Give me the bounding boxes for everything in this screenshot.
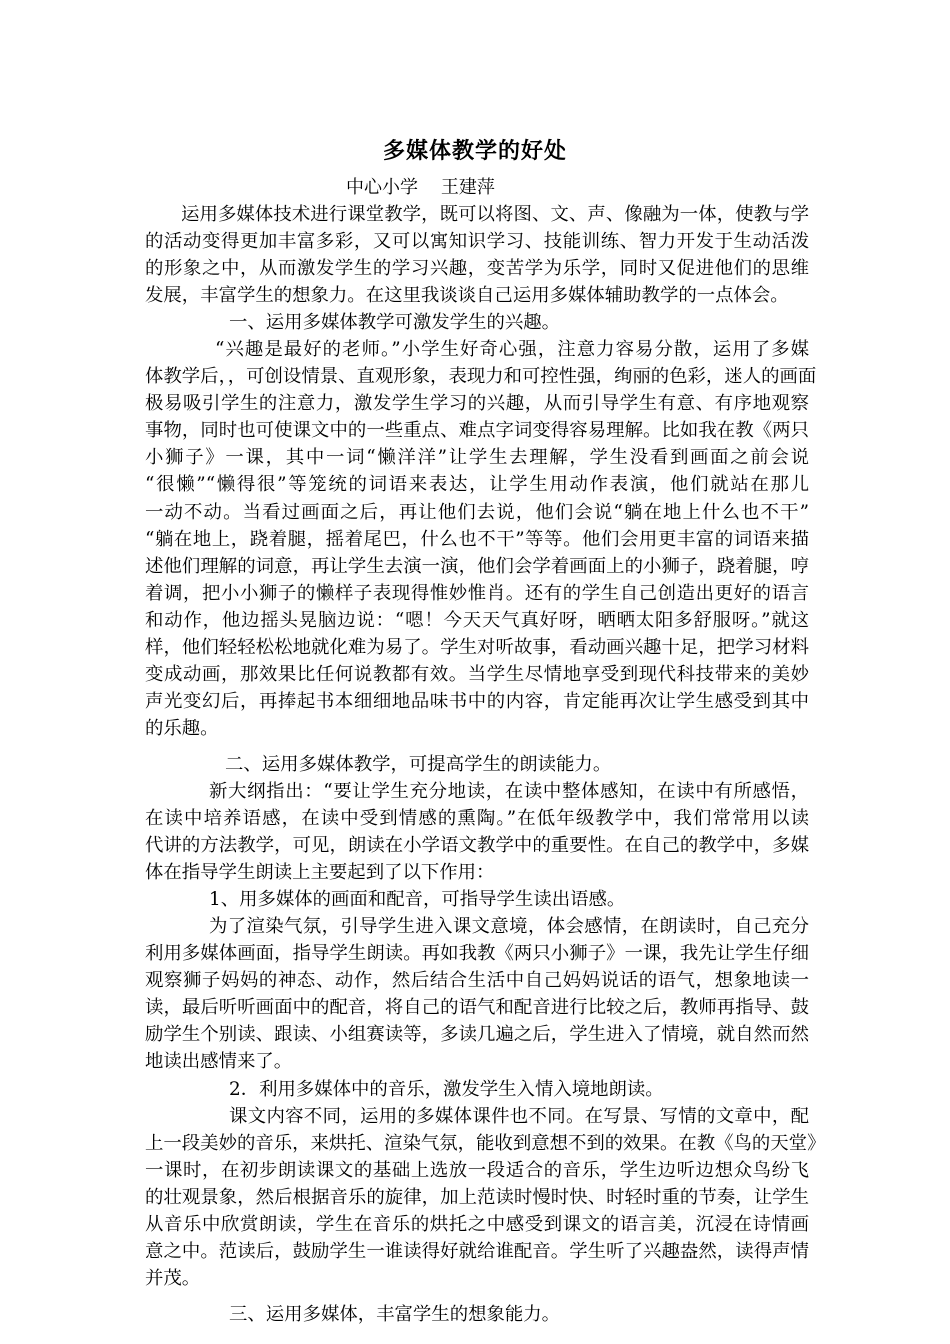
- text-line: 一、运用多媒体教学可激发学生的兴趣。: [229, 312, 561, 334]
- text-line: 在读中培养语感，在读中受到情感的熏陶。”在低年级教学中，我们常常用以读: [145, 808, 809, 830]
- text-line: 读，最后听听画面中的配音，将自己的语气和配音进行比较之后，教师再指导、鼓: [145, 997, 809, 1019]
- text-line: 和动作，他边摇头晃脑边说：“嗯！今天天气真好呀，晒晒太阳多舒服呀。”就这: [145, 609, 809, 631]
- text-line: “兴趣是最好的老师。”小学生好奇心强，注意力容易分散，运用了多媒: [215, 339, 809, 361]
- text-line: “很懒”“懒得很”等笼统的词语来表达，让学生用动作表演，他们就站在那儿: [145, 474, 809, 496]
- text-line: 2．利用多媒体中的音乐，激发学生入情入境地朗读。: [229, 1078, 664, 1100]
- text-line: 的壮观景象，然后根据音乐的旋律，加上范读时慢时快、时轻时重的节奏，让学生: [145, 1186, 809, 1208]
- paragraph-gap: [145, 1292, 809, 1301]
- text-line: 变成动画，那效果比任何说教都有效。当学生尽情地享受到现代科技带来的美妙: [145, 663, 809, 685]
- text-line: 代讲的方法教学，可见，朗读在小学语文教学中的重要性。在自己的教学中，多媒: [145, 835, 809, 857]
- text-line: 三、运用多媒体，丰富学生的想象能力。: [229, 1303, 561, 1325]
- text-line: 事物，同时也可使课文中的一些重点、难点字词变得容易理解。比如我在教《两只: [145, 420, 809, 442]
- paragraph-gap: [145, 742, 809, 751]
- text-line: 意之中。范读后，鼓励学生一谁读得好就给谁配音。学生听了兴趣盎然，读得声情: [145, 1240, 809, 1262]
- text-line: 体教学后，，可创设情景、直观形象，表现力和可控性强，绚丽的色彩，迷人的画面: [145, 366, 817, 388]
- text-line: 着调，把小小狮子的懒样子表现得惟妙惟肖。还有的学生自己创造出更好的语言: [145, 582, 809, 604]
- text-line: 励学生个别读、跟读、小组赛读等，多读几遍之后，学生进入了情境，就自然而然: [145, 1024, 809, 1046]
- text-line: 运用多媒体技术进行课堂教学，既可以将图、文、声、像融为一体，使教与学: [181, 204, 809, 225]
- text-line: 的乐趣。: [145, 717, 219, 739]
- text-line: 课文内容不同，运用的多媒体课件也不同。在写景、写情的文章中，配: [229, 1105, 809, 1127]
- text-line: 声光变幻后，再捧起书本细细地品味书中的内容，肯定能再次让学生感受到其中: [145, 690, 809, 712]
- text-line: 样，他们轻轻松松地就化难为易了。学生对听故事，看动画兴趣十足，把学习材料: [145, 636, 809, 658]
- text-line: 地读出感情来了。: [145, 1051, 293, 1073]
- text-line: 一动不动。当看过画面之后，再让他们去说，他们会说“躺在地上什么也不干”: [145, 501, 809, 523]
- text-line: 一课时，在初步朗读课文的基础上选放一段适合的音乐，学生边听边想众鸟纷飞: [145, 1159, 809, 1181]
- document-body: [145, 201, 826, 1328]
- document-title: 多媒体教学的好处: [382, 139, 567, 164]
- text-line: 上一段美妙的音乐，来烘托、渲染气氛，能收到意想不到的效果。在教《鸟的天堂》: [145, 1132, 826, 1154]
- text-line: 并茂。: [145, 1267, 201, 1289]
- text-line: 发展，丰富学生的想象力。在这里我谈谈自己运用多媒体辅助教学的一点体会。: [145, 285, 789, 307]
- text-line: 述他们理解的词意，再让学生去演一演，他们会学着画面上的小狮子，跷着腿，哼: [145, 555, 809, 577]
- text-line: 二、运用多媒体教学，可提高学生的朗读能力。: [225, 753, 612, 775]
- text-line: 从音乐中欣赏朗读，学生在音乐的烘托之中感受到课文的语言美，沉浸在诗情画: [145, 1213, 809, 1235]
- text-line: 的形象之中，从而激发学生的学习兴趣，变苦学为乐学，同时又促进他们的思维: [145, 258, 809, 280]
- text-line: 利用多媒体画面，指导学生朗读。再如我教《两只小狮子》一课，我先让学生仔细: [145, 943, 809, 965]
- author-byline: 中心小学 王建萍: [346, 177, 495, 198]
- text-line: “躺在地上，跷着腿，摇着尾巴，什么也不干”等等。他们会用更丰富的词语来描: [145, 528, 809, 550]
- text-line: 小狮子》一课，其中一词“懒洋洋”让学生去理解，学生没看到画面之前会说: [145, 447, 809, 469]
- text-line: 的活动变得更加丰富多彩，又可以寓知识学习、技能训练、智力开发于生动活泼: [145, 231, 809, 253]
- text-line: 观察狮子妈妈的神态、动作，然后结合生活中自己妈妈说话的语气，想象地读一: [145, 970, 809, 992]
- text-line: 极易吸引学生的注意力，激发学生学习的兴趣，从而引导学生有意、有序地观察: [145, 393, 809, 415]
- text-line: 为了渲染气氛，引导学生进入课文意境，体会感情，在朗读时，自己充分: [209, 916, 809, 938]
- text-line: 体在指导学生朗读上主要起到了以下作用：: [145, 862, 495, 884]
- text-line: 新大纲指出：“要让学生充分地读，在读中整体感知，在读中有所感悟，: [209, 780, 809, 802]
- text-line: 1、用多媒体的画面和配音，可指导学生读出语感。: [209, 889, 626, 911]
